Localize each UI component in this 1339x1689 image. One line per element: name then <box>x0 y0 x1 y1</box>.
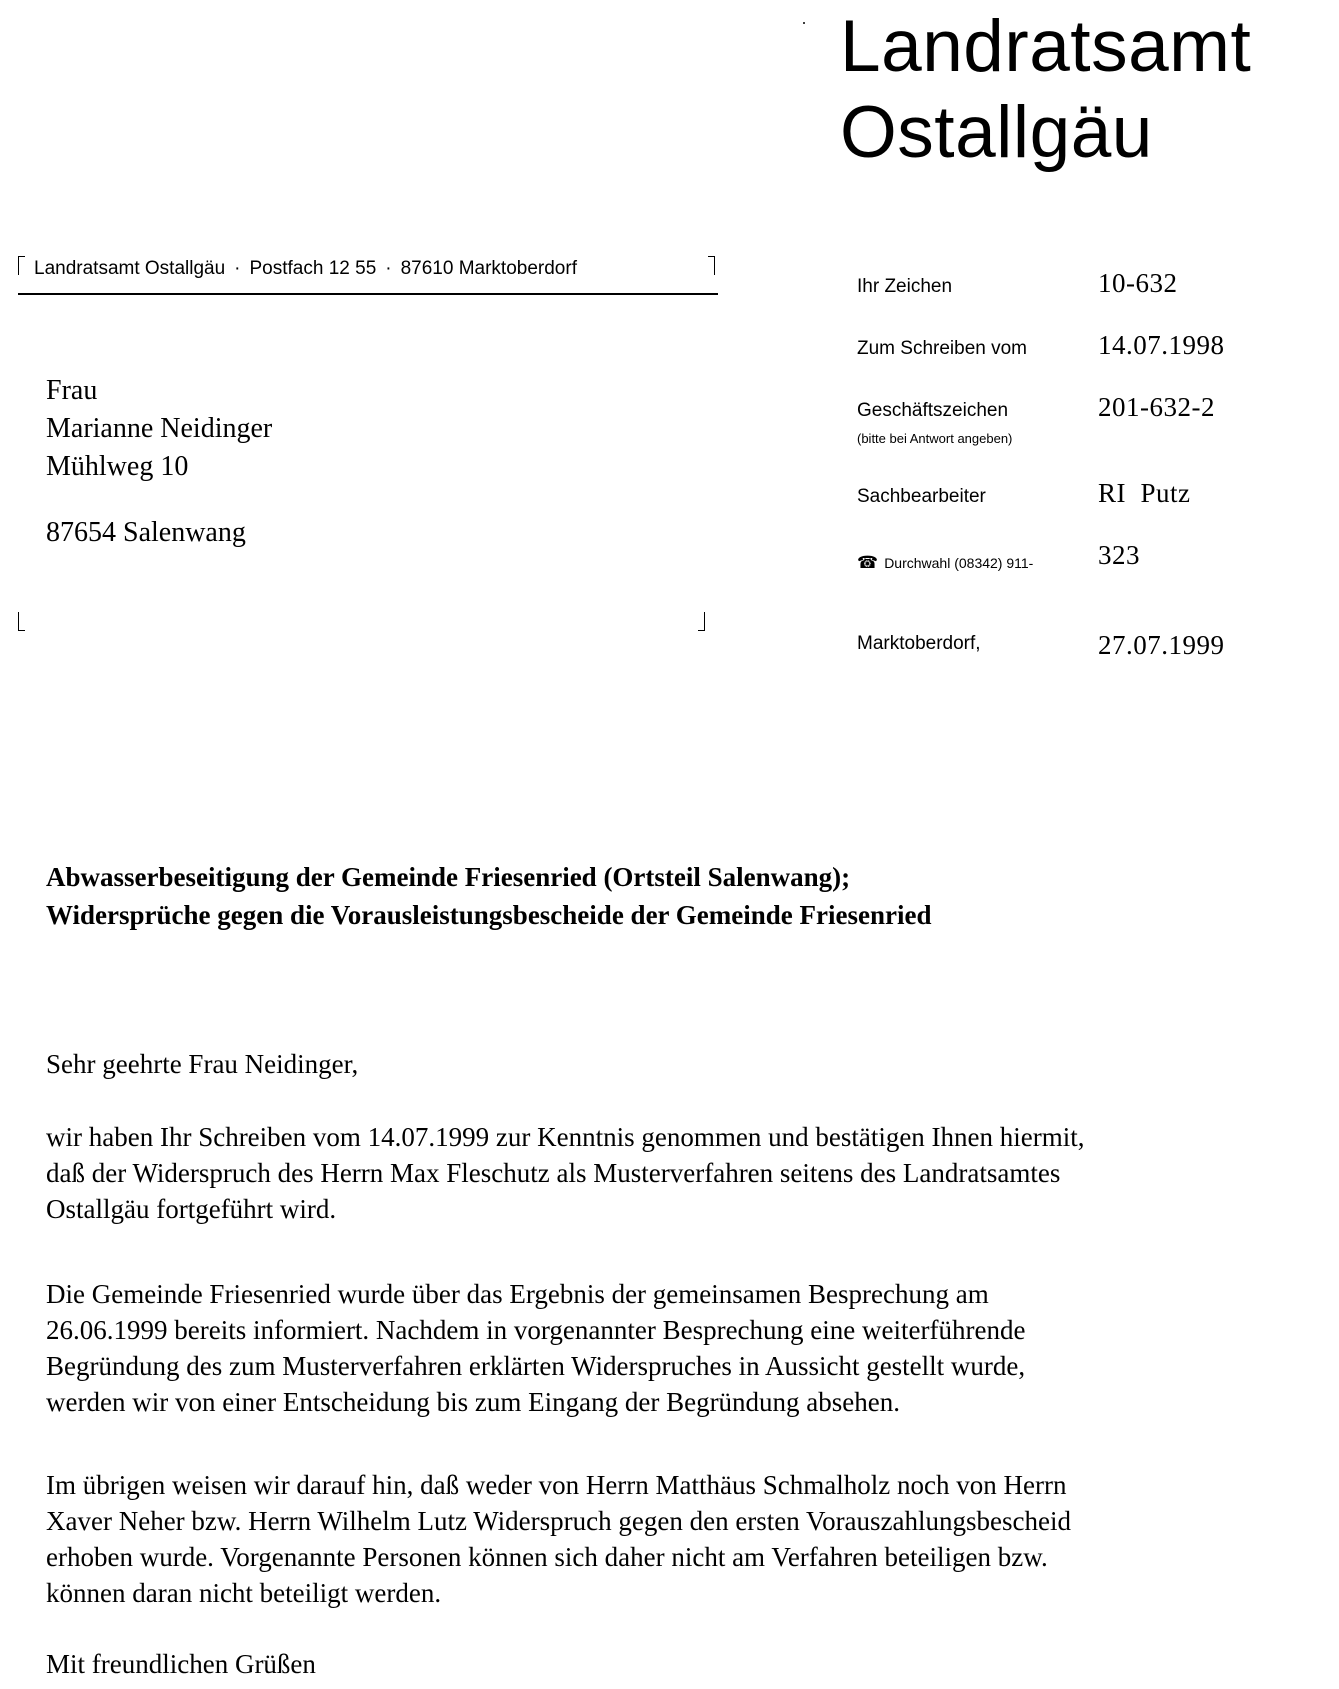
return-separator: · <box>385 258 392 279</box>
paragraph-line: werden wir von einer Entscheidung bis zum Eingang der Begründung absehen. <box>46 1387 901 1417</box>
window-corner-bottom-right <box>698 612 705 631</box>
scan-speck <box>803 22 805 24</box>
subject-line-2: Widersprüche gegen die Vorausleistungsbescheide der Gemeinde Friesenried <box>46 900 932 930</box>
paragraph-1 <box>46 1119 1336 1227</box>
paragraph-line: Begründung des zum Musterverfahren erklärten Widerspruches in Aussicht gestellt wurde, <box>46 1351 1026 1381</box>
paragraph-line: erhoben wurde. Vorgenannte Personen können sich daher nicht am Verfahren beteiligen bzw. <box>46 1542 1048 1572</box>
letter-salutation <box>46 1046 1336 1082</box>
paragraph-line: wir haben Ihr Schreiben vom 14.07.1999 zur Kenntnis genommen und bestätigen Ihnen hiermit, <box>46 1122 1085 1152</box>
return-postbox: Postfach 12 55 <box>249 258 377 279</box>
salutation-text: Sehr geehrte Frau Neidinger, <box>46 1049 359 1079</box>
return-address-rule <box>18 293 718 295</box>
ref-durchwahl-label: Durchwahl (08342) 911- <box>884 555 1034 571</box>
window-corner-top-left <box>18 256 25 275</box>
ref-datum-value: 27.07.1999 <box>1098 630 1225 660</box>
telephone-icon: ☎ <box>857 553 879 572</box>
ref-ort-label: Marktoberdorf, <box>857 633 981 654</box>
ref-durchwahl-value: 323 <box>1098 540 1140 570</box>
ref-geschaeftszeichen-label: Geschäftszeichen <box>857 400 1009 421</box>
recipient-name: Marianne Neidinger <box>46 413 273 444</box>
closing-text: Mit freundlichen Grüßen <box>46 1649 316 1679</box>
paragraph-line: können daran nicht beteiligt werden. <box>46 1578 442 1608</box>
paragraph-line: Xaver Neher bzw. Herrn Wilhelm Lutz Widerspruch gegen den ersten Vorauszahlungsbescheid <box>46 1506 1071 1536</box>
paragraph-line: daß der Widerspruch des Herrn Max Fleschutz als Musterverfahren seitens des Landratsamtes <box>46 1158 1061 1188</box>
ref-ihr-zeichen-value: 10-632 <box>1098 268 1178 298</box>
paragraph-2 <box>46 1276 1336 1420</box>
subject-line-1: Abwasserbeseitigung der Gemeinde Friesenried (Ortsteil Salenwang); <box>46 862 851 892</box>
ref-schreiben-vom-value: 14.07.1998 <box>1098 330 1225 360</box>
window-corner-bottom-left <box>18 612 25 631</box>
ref-geschaeftszeichen-value: 201-632-2 <box>1098 392 1215 422</box>
return-address <box>34 258 577 280</box>
letterhead-line-2: Ostallgäu <box>840 92 1153 173</box>
recipient-street: Mühlweg 10 <box>46 451 189 482</box>
ref-ihr-zeichen-label: Ihr Zeichen <box>857 276 953 297</box>
recipient-spacer <box>46 486 272 514</box>
letterhead-line-1: Landratsamt <box>840 6 1252 87</box>
ref-sachbearbeiter-value: RI Putz <box>1098 478 1191 508</box>
recipient-city: 87654 Salenwang <box>46 517 246 548</box>
ref-geschaeftszeichen-hint: (bitte bei Antwort angeben) <box>857 431 1013 446</box>
recipient-address <box>46 372 272 552</box>
paragraph-line: Die Gemeinde Friesenried wurde über das Ergebnis der gemeinsamen Besprechung am <box>46 1279 989 1309</box>
return-separator: · <box>234 258 241 279</box>
paragraph-3 <box>46 1467 1336 1611</box>
recipient-salutation-line: Frau <box>46 375 98 406</box>
paragraph-line: 26.06.1999 bereits informiert. Nachdem in vorgenannter Besprechung eine weiterführende <box>46 1315 1026 1345</box>
window-corner-top-right <box>708 256 715 275</box>
ref-sachbearbeiter-label: Sachbearbeiter <box>857 486 986 507</box>
paragraph-line: Ostallgäu fortgeführt wird. <box>46 1194 337 1224</box>
letter-closing <box>46 1646 1336 1682</box>
letterhead <box>840 4 1251 176</box>
return-sender: Landratsamt Ostallgäu <box>34 258 226 279</box>
ref-durchwahl <box>857 553 1033 573</box>
return-city: 87610 Marktoberdorf <box>400 258 577 279</box>
ref-schreiben-vom-label: Zum Schreiben vom <box>857 338 1028 359</box>
subject <box>46 858 931 934</box>
paragraph-line: Im übrigen weisen wir darauf hin, daß weder von Herrn Matthäus Schmalholz noch von Herrn <box>46 1470 1067 1500</box>
